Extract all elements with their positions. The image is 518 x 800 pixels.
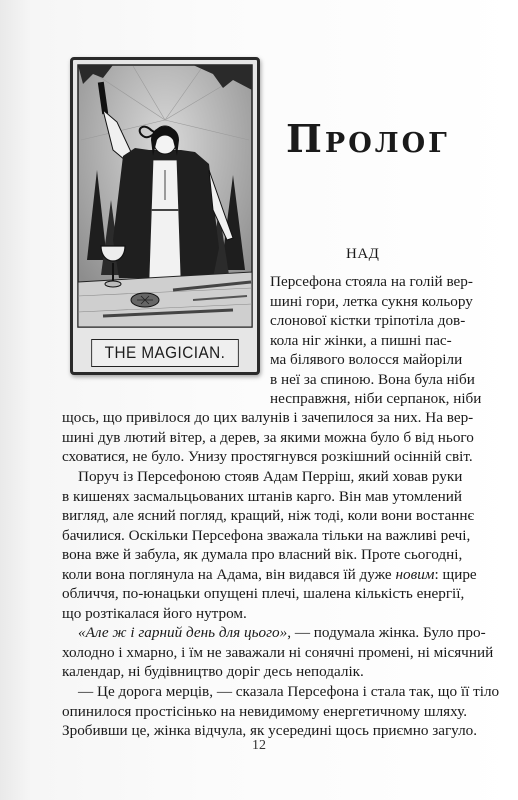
text-segment: , — подумала жінка. Було про- xyxy=(287,624,486,641)
text-line: сховатися, не було. Унизу простягнувся розкішний осінній світ. xyxy=(62,448,473,465)
text-line: календар, ні будівництво доріг десь неподалік. xyxy=(62,663,364,680)
text-line: що розтікалася його нутром. xyxy=(62,604,247,622)
italic-quote: «Але ж і гарний день для цього» xyxy=(78,624,288,641)
text-line-with-emphasis xyxy=(62,565,477,585)
chapter-title: Пролог xyxy=(286,116,450,161)
text-line: шині дув лютий вітер, а дерев, за якими можна було б від нього xyxy=(62,428,474,446)
emphasis-word: новим xyxy=(395,565,435,583)
text-line: несправжня, ніби серпанок, ніби xyxy=(270,390,482,407)
text-line: ма білявого волосся майоріли xyxy=(270,351,463,368)
text-line: в кишенях засмальцьованих штанів карго. Він мав утомлений xyxy=(62,487,463,505)
text-segment: коли вона поглянула на Адама, він видався їй дуже xyxy=(62,565,396,583)
text-line: в неї за спиною. Вона була ніби xyxy=(270,370,475,388)
card-label: THE MAGICIAN. xyxy=(91,339,239,367)
paragraph-3 xyxy=(62,623,494,682)
text-line: кола ніг жінки, а пишні пас- xyxy=(270,331,452,349)
text-line: вигляд, але ясний погляд, кращий, ніж тоді, коли вони востаннє xyxy=(62,507,474,524)
text-line-with-quote xyxy=(62,623,486,643)
text-line: Поруч із Персефоною стояв Адам Перріш, який ховав руки xyxy=(78,468,463,485)
text-line: Персефона стояла на голій вер- xyxy=(270,273,473,290)
text-line: опинилося простісінько на невидимому енергетичному шляху. xyxy=(62,702,468,720)
paragraph-2 xyxy=(62,467,477,623)
text-line: бачилися. Оскільки Персефона зважала тільки на важливі речі, xyxy=(62,526,471,544)
paragraph-1-wrapped xyxy=(270,272,482,409)
text-line: обличчя, по-юнацьки опущені плечі, шалена кількість енергії, xyxy=(62,585,465,602)
text-line: — Це дорога мерців, — сказала Персефона і стала так, що її тіло xyxy=(78,683,500,700)
text-line: слонової кістки тріпотіла дов- xyxy=(270,312,466,329)
text-line: холодно і хмарно, і їм не заважали ні сонячні промені, ні місячний xyxy=(62,643,494,661)
page-number: 12 xyxy=(252,738,266,753)
section-heading: НАД xyxy=(346,246,380,262)
text-line: шині гори, летка сукня кольору xyxy=(270,292,473,310)
paragraph-1-full xyxy=(62,408,474,467)
text-line: Зробивши це, жінка відчула, як усередині щось приємно загуло. xyxy=(62,722,478,739)
tarot-card-illustration xyxy=(70,57,260,375)
text-line: щось, що привілося до цих валунів і зачепилося за них. На вер- xyxy=(62,409,474,426)
magician-card-icon xyxy=(73,60,257,372)
text-segment: : щире xyxy=(434,565,477,583)
paragraph-4 xyxy=(62,682,500,741)
text-line: вона вже й забула, як думала про власний вік. Проте сьогодні, xyxy=(62,546,463,563)
